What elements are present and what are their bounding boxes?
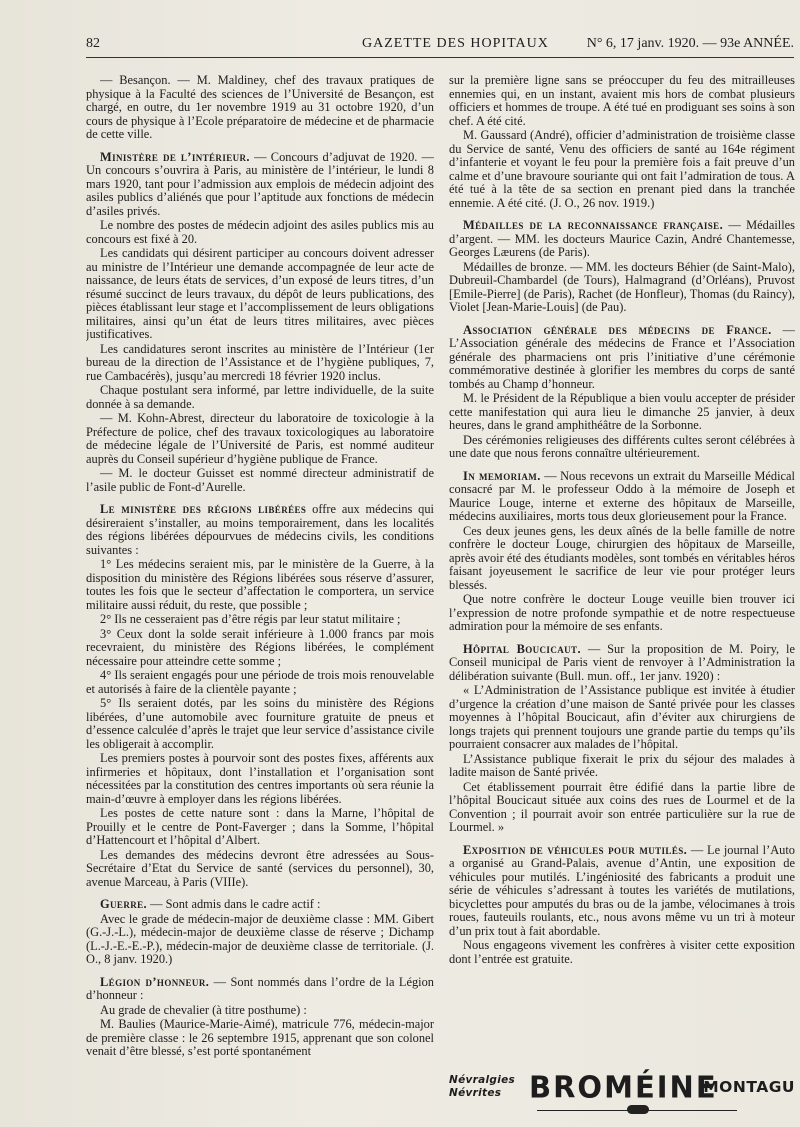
paragraph-text: Chaque postulant sera informé, par lettre individuelle, de la suite donnée à sa demande. [86, 383, 434, 411]
issue-info: N° 6, 17 janv. 1920. — 93e ANNÉE. [586, 36, 794, 51]
right-paragraph [449, 525, 795, 593]
paragraph-text: — L’Association générale des médecins de France et l’Association générale des pharmaciens ont pris l’initiative d’une cérémonie commémorative destinée à glorifier les membres du corps de santé tombés au Champ d’honneur. [449, 322, 795, 391]
ad-maker: MONTAGU [703, 1078, 795, 1096]
paragraph-text: Les demandes des médecins devront être adressées au Sous-Secrétaire d’Etat du Service de santé (services du personnel), 30, avenue Marceau, à Paris (VIIIe). [86, 847, 434, 889]
paragraph-text: Au grade de chevalier (à titre posthume) : [100, 1002, 307, 1017]
left-paragraph [86, 669, 434, 696]
right-paragraph [449, 261, 795, 315]
right-paragraph [449, 392, 795, 433]
left-column [86, 74, 434, 1124]
left-paragraph [86, 74, 434, 142]
paragraph-text: 2° Ils ne cesseraient pas d’être régis par leur statut militaire ; [100, 612, 401, 626]
right-paragraph [449, 434, 795, 461]
paragraph-text: — Nous recevons un extrait du Marseille Médical consacré par M. le professeur Oddo à la mémoire de Joseph et Maurice Louge, interne et externe des hôpitaux de Marseille, médecins auxiliaires, morts tous deux glorieusement pour la France. [449, 468, 795, 523]
left-paragraph [86, 503, 434, 557]
paragraph-text: 3° Ceux dont la solde serait inférieure à 1.000 francs par mois recevraient, du ministère des Régions libérées, le complément nécessaire pour atteindre cette somme ; [86, 626, 434, 668]
paragraph-text: — Besançon. — M. Maldiney, chef des travaux pratiques de physique à la Faculté des sciences de l’Université de Besançon, est chargé, en outre, du 1er novembre 1919 au 31 octobre 1920, d’un cours de physique à l’Ecole préparatoire de médecine et de pharmacie de cette ville. [86, 74, 434, 141]
paragraph-text: 4° Ils seraient engagés pour une période de trois mois renouvelable et autorisés à faire de la clientèle payante ; [86, 668, 434, 696]
section-rubric: Légion d’honneur. [100, 974, 210, 989]
left-paragraph [86, 1004, 434, 1018]
paragraph-text: Les postes de cette nature sont : dans la Marne, l’hôpital de Prouilly et le centre de Pont-Faverger ; dans la Somme, l’hôpital d’Hattencourt et l’hôpital d’Albert. [86, 806, 434, 847]
paragraph-text: Les candidats qui désirent participer au concours doivent adresser au ministre de l’Intérieur une demande accompagnée de leur acte de naissance, de leurs états de services, d’un exposé de leurs titres, d’un résumé succinct de leurs travaux, du dépôt de leurs publications, des pièces établissant leur stage et l’accomplissement de leurs obligations militaires, ainsi qu’un état de leurs titres militaires, avec pièces justificatives. [86, 246, 434, 341]
left-paragraph [86, 384, 434, 411]
left-paragraph [86, 976, 434, 1003]
paragraph-text: — Sont admis dans le cadre actif : [147, 897, 321, 911]
paragraph-text: Cet établissement pourrait être édifié dans la partie libre de l’hôpital Boucicaut située aux coins des rues de Lourmel et de la Convention ; il pourrait avoir son entrée particulière sur la rue de Lourmel. » [449, 779, 795, 834]
ad-indications [449, 1074, 515, 1100]
section-rubric: Médailles de la reconnaissance française. [463, 218, 724, 232]
paragraph-text: Ces deux jeunes gens, les deux aînés de la belle famille de notre confrère le docteur Louge, chirurgien des hôpitaux de Marseille, après avoir été des étudiants modèles, sont tombés en véritables héros faisant joyeusement le sacrifice de leur vie pour protéger leurs blessés. [449, 523, 795, 592]
section-rubric: Le ministère des régions libérées [100, 502, 307, 516]
right-paragraph [449, 470, 795, 524]
right-paragraph [449, 593, 795, 634]
paragraph-text: L’Assistance publique fixerait le prix du séjour des malades à ladite maison de Santé privée. [449, 751, 795, 779]
right-paragraph [449, 781, 795, 835]
left-paragraph [86, 807, 434, 848]
section-rubric: In memoriam. [463, 468, 541, 483]
left-paragraph [86, 247, 434, 342]
right-paragraph [449, 643, 795, 684]
right-paragraph [449, 219, 795, 260]
paragraph-text: Les premiers postes à pourvoir sont des postes fixes, afférents aux infirmeries et hôpitaux, dont l’installation et l’organisation sont nécessitées par la constitution des centres importants où sera réunie la main-d’œuvre à employer dans les régions libérées. [86, 751, 434, 806]
paragraph-text: 5° Ils seraient dotés, par les soins du ministère des Régions libérées, d’une automobile avec fourniture gratuite de pneus et d’essence calculée d’après le trajet que leur service d’assistance civile les obligerait à accomplir. [86, 696, 434, 751]
paragraph-text: — Le journal l’Auto a organisé au Grand-Palais, avenue d’Antin, une exposition de véhicules pour mutilés. L’ingéniosité des fabricants a produit une série de véhicules s’adressant à toutes les variétés de mutilations, bicyclettes pour amputés du bras ou de la jambe, vélocimanes à trois roues, fauteuils roulants, etc., nous avons même vu un tri à moteur d’un prix tout à fait abordable. [449, 842, 795, 938]
left-paragraph [86, 697, 434, 751]
left-paragraph [86, 613, 434, 627]
section-rubric: Guerre. [100, 897, 148, 911]
left-paragraph [86, 898, 434, 912]
page-header [86, 33, 794, 58]
left-paragraph [86, 151, 434, 219]
right-paragraph [449, 324, 795, 392]
left-paragraph [86, 343, 434, 384]
right-column [449, 74, 795, 974]
paragraph-text: sur la première ligne sans se préoccuper du feu des mitrailleuses ennemies qui, en un instant, avaient mis hors de combat plusieurs officiers et hommes de troupe. A été tué en prodiguant ses soins à son chef. A été cité. [449, 74, 795, 128]
left-paragraph [86, 913, 434, 967]
paragraph-text: Médailles de bronze. — MM. les docteurs Béhier (de Saint-Malo), Dubreuil-Chambardel (de Tours), Halmagrand (d’Orléans), Pruvost [Emile-Pierre] (de Paris), Rachet (de Honfleur), Thomas (du Raincy), Violet [Jean-Marie-Louis] (de Pau). [449, 259, 795, 314]
page-number: 82 [86, 36, 100, 51]
paragraph-text: Que notre confrère le docteur Louge veuille bien trouver ici l’expression de notre profonde sympathie et de notre respectueuse admiration pour la mémoire de ses enfants. [449, 592, 795, 633]
paragraph-text: 1° Les médecins seraient mis, par le ministère de la Guerre, à la disposition du ministère des Régions libérées sous réserve d’assurer, toutes les fois que le secteur d’affectation le comportera, un service militaire aussi réduit, du reste, que possible ; [86, 557, 434, 612]
paragraph-text: Nous engageons vivement les confrères à visiter cette exposition dont l’entrée est gratuite. [449, 938, 795, 966]
left-paragraph [86, 752, 434, 806]
paragraph-text: — M. le docteur Guisset est nommé directeur administratif de l’asile public de Font-d’Aurelle. [86, 466, 434, 494]
section-rubric: Hôpital Boucicaut. [463, 641, 581, 656]
paragraph-text: — Sur la proposition de M. Poiry, le Conseil municipal de Paris vient de renvoyer à l’Administration la délibération suivante (Bull. mun. off., 1er janv. 1920) : [449, 641, 795, 683]
left-paragraph [86, 628, 434, 669]
paragraph-text: Les candidatures seront inscrites au ministère de l’Intérieur (1er bureau de la direction de l’Assistance et de l’hygiène publiques, 7, rue Cambacérès), jusqu’au mercredi 18 février 1920 inclus. [86, 341, 434, 383]
left-paragraph [86, 219, 434, 246]
section-rubric: Association générale des médecins de France. [463, 322, 772, 337]
ad-ornament [627, 1105, 649, 1114]
paragraph-text: — Sont nommés dans l’ordre de la Légion d’honneur : [86, 974, 434, 1002]
journal-title: GAZETTE DES HOPITAUX [362, 36, 549, 51]
right-paragraph [449, 939, 795, 966]
right-paragraph [449, 844, 795, 939]
paragraph-text: M. le Président de la République a bien voulu accepter de présider cette manifestation qui aura lieu le dimanche 25 janvier, à deux heures, dans le grand amphithéâtre de la Sorbonne. [449, 391, 795, 432]
left-column-content [86, 74, 434, 1124]
right-paragraph [449, 74, 795, 128]
right-paragraph [449, 684, 795, 752]
ad-indication-2: Névrites [449, 1087, 502, 1099]
bromeine-advertisement [449, 1066, 795, 1116]
section-rubric: Exposition de véhicules pour mutilés. [463, 842, 688, 857]
ad-indication-1: Névralgies [449, 1074, 516, 1086]
paragraph-text: Des cérémonies religieuses des différents cultes seront célébrées à une date que nous ferons connaître ultérieurement. [449, 432, 795, 460]
left-paragraph [86, 1018, 434, 1059]
paragraph-text: M. Baulies (Maurice-Marie-Aimé), matricule 776, médecin-major de première classe : le 26 septembre 1915, apprenant que son colonel venait d’être blessé, s’est porté spontanément [86, 1017, 434, 1058]
right-paragraph [449, 129, 795, 210]
paragraph-text: — Concours d’adjuvat de 1920. — Un concours s’ouvrira à Paris, au ministère de l’intérieur, le lundi 8 mars 1920, tant pour l’admission aux emplois de médecin adjoint des asiles publics d’aliénés que pour l’aptitude aux fonctions de médecin d’asiles privés. [86, 149, 434, 218]
left-paragraph [86, 412, 434, 466]
paragraph-text: offre aux médecins qui désireraient s’installer, au moins temporairement, dans les localités des régions libérées dépourvues de médecins civils, les conditions suivantes : [86, 502, 434, 557]
left-paragraph [86, 467, 434, 494]
left-paragraph [86, 849, 434, 890]
paragraph-text: M. Gaussard (André), officier d’administration de troisième classe du Service de santé, Venu des officiers de santé au 164e régiment d’infanterie et voyant le feu pour la première fois a fait preuve d’un calme et d’une bravoure souriante qui ont fait l’admiration de tous. A été tué à la tête de sa section en prenant pied dans la tranchée ennemie. A été cité. (J. O., 26 nov. 1919.) [449, 128, 795, 210]
right-column-content [449, 74, 795, 974]
paragraph-text: Le nombre des postes de médecin adjoint des asiles publics mis au concours est fixé à 20. [86, 218, 434, 246]
left-paragraph [86, 558, 434, 612]
paragraph-text: — Médailles d’argent. — MM. les docteurs Maurice Cazin, André Chantemesse, Georges Læurens (de Paris). [449, 218, 795, 259]
ad-brand: BROMÉINE [529, 1069, 718, 1105]
right-paragraph [449, 753, 795, 780]
section-rubric: Ministère de l’intérieur. [100, 149, 250, 164]
paragraph-text: — M. Kohn-Abrest, directeur du laboratoire de toxicologie à la Préfecture de police, chef des travaux toxicologiques au laboratoire de médecine légale de l’Université de Paris, est nommé auditeur auprès du Conseil supérieur d’hygiène publique de France. [86, 411, 434, 466]
paragraph-text: « L’Administration de l’Assistance publique est invitée à étudier d’urgence la création d’une maison de Santé privée pour les classes moyennes à l’hôpital Boucicaut, afin d’éviter aux chirurgiens de longs trajets qui prennent toujours une grande partie du temps qu’ils pourraient consacrer aux malades de l’hôpital. [449, 683, 795, 751]
paragraph-text: Avec le grade de médecin-major de deuxième classe : MM. Gibert (G.-J.-L.), médecin-major de deuxième classe de réserve ; Dichamp (L.-J.-E.-E.-P.), médecin-major de deuxième classe de territoriale. (J. O., 8 janv. 1920.) [86, 911, 434, 966]
